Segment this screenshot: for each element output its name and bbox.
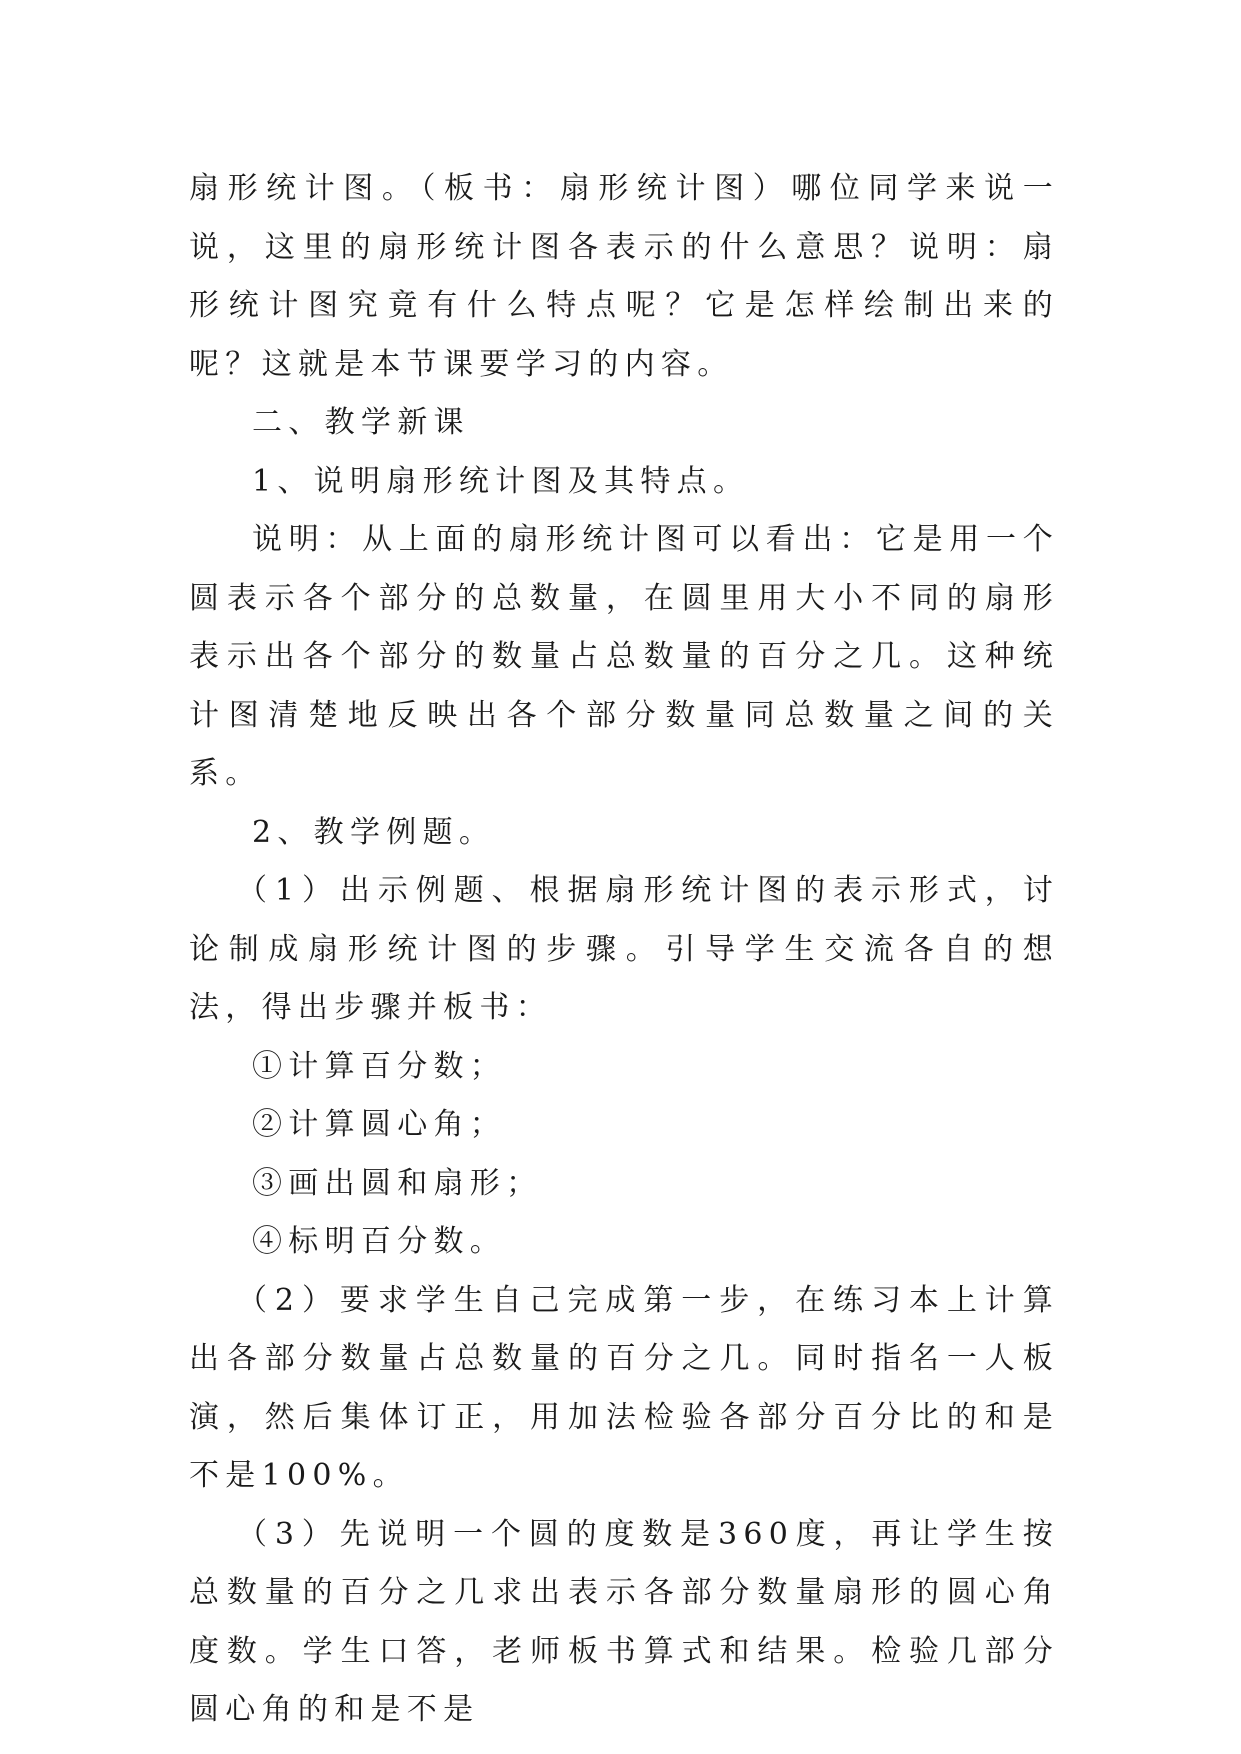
subheading-explain-pie-chart: 1、说明扇形统计图及其特点。	[252, 463, 750, 499]
explanation-paragraph: 说明：从上面的扇形统计图可以看出：它是用一个圆表示各个部分的总数量，在圆里用大小不同的扇形表示出各个部分的数量占总数量的百分之几。这种统计图清楚地反映出各个部分数量同总数量之间的关系。	[189, 522, 1059, 791]
list-item-calc-angle: ②计算圆心角；	[252, 1107, 507, 1142]
document-page	[189, 160, 1059, 1740]
subheading-example: 2、教学例题。	[252, 814, 496, 850]
intro-paragraph: 扇形统计图。（板书：扇形统计图）哪位同学来说一说，这里的扇形统计图各表示的什么意思？说明：扇形统计图究竟有什么特点呢？它是怎样绘制出来的呢？这就是本节课要学习的内容。	[189, 171, 1059, 382]
list-item-calc-percent: ①计算百分数；	[252, 1048, 507, 1084]
section-heading-new-lesson: 二、教学新课	[252, 405, 470, 440]
step-2-paragraph: （2）要求学生自己完成第一步，在练习本上计算出各部分数量占总数量的百分之几。同时指名一人板演，然后集体订正，用加法检验各部分百分比的和是不是100%。	[189, 1282, 1059, 1493]
step-3-paragraph: （3）先说明一个圆的度数是360度，再让学生按总数量的百分之几求出表示各部分数量扇形的圆心角度数。学生口答，老师板书算式和结果。检验几部分圆心角的和是不是	[189, 1516, 1059, 1727]
step-1-paragraph: （1）出示例题、根据扇形统计图的表示形式，讨论制成扇形统计图的步骤。引导学生交流各自的想法，得出步骤并板书：	[189, 873, 1059, 1025]
list-item-draw-circle: ③画出圆和扇形；	[252, 1165, 543, 1201]
list-item-label-percent: ④标明百分数。	[252, 1224, 507, 1259]
